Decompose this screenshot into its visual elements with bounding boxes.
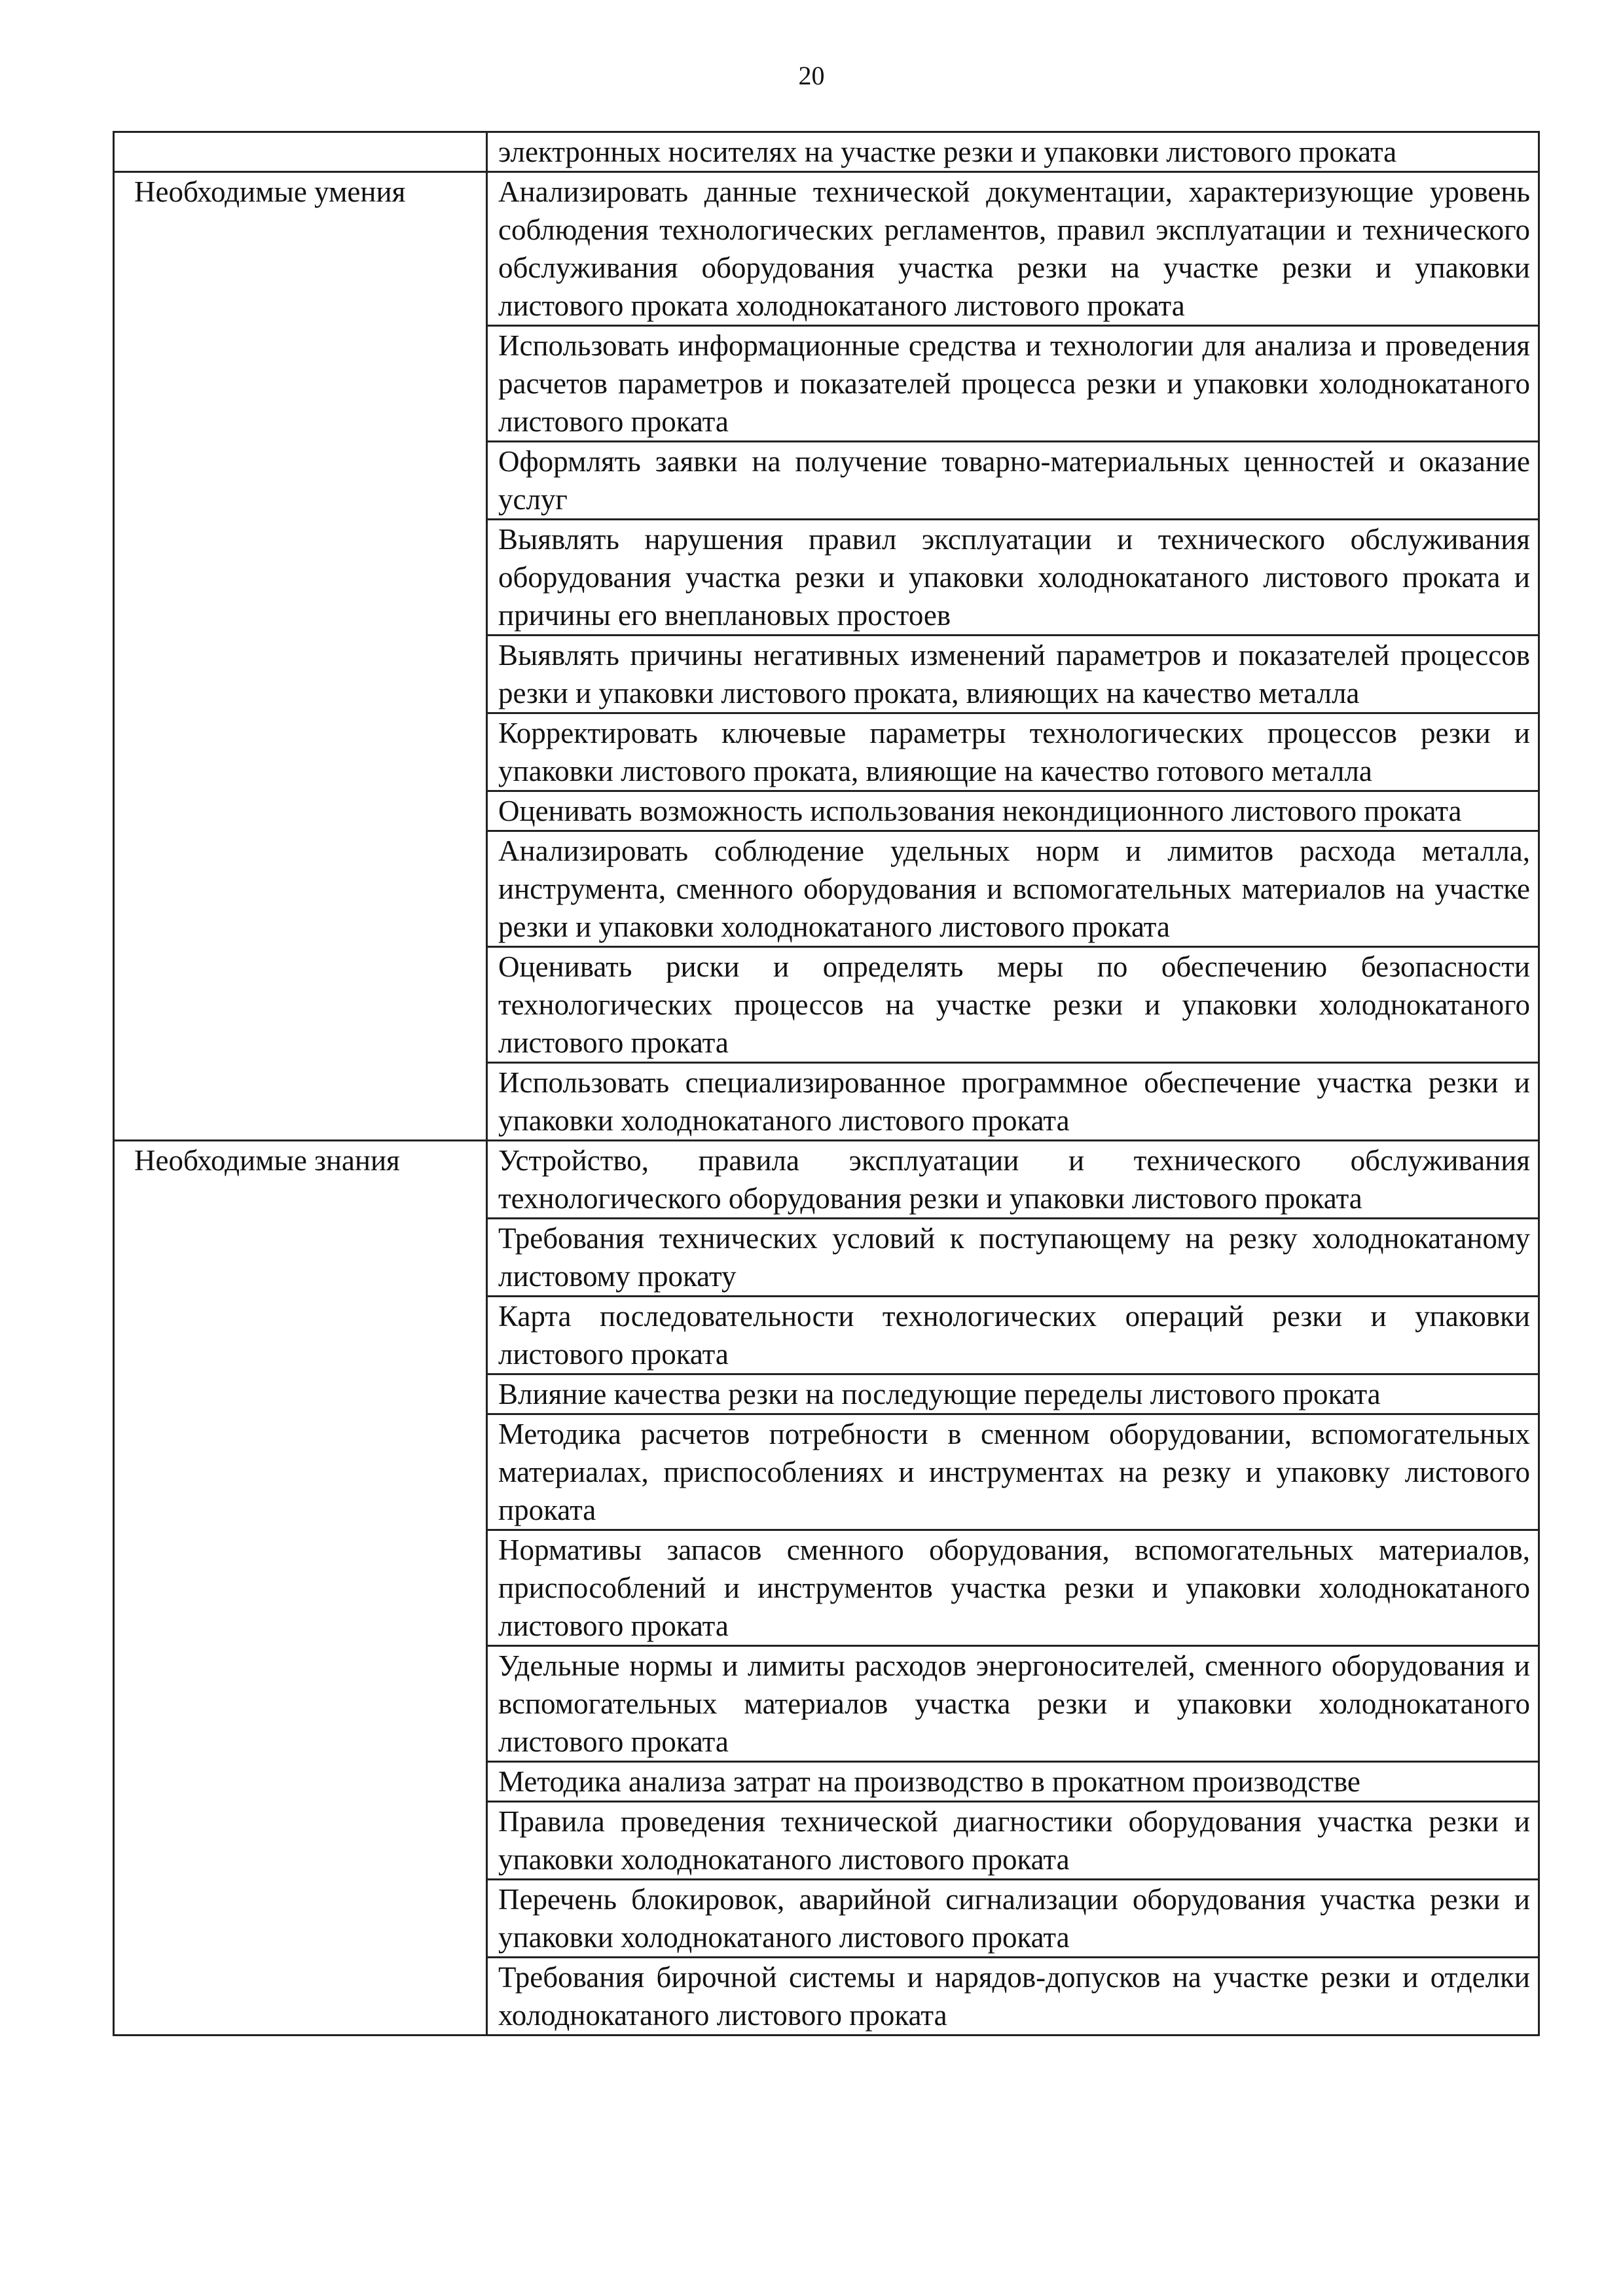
skill-item: Использовать информационные средства и технологии для анализа и проведения расчетов параметров и показателей процесса резки и упаковки холоднокатаного листового проката xyxy=(487,326,1539,442)
skill-item: Выявлять нарушения правил эксплуатации и технического обслуживания оборудования участка резки и упаковки холоднокатаного листового проката и причины его внеплановых простоев xyxy=(487,520,1539,636)
table-cell: электронных носителях на участке резки и упаковки листового проката xyxy=(487,132,1539,172)
skill-item: Анализировать данные технической документации, характеризующие уровень соблюдения технологических регламентов, правил эксплуатации и технического обслуживания оборудования участка резки на участке резки и упаковки листового проката холоднокатаного листового проката xyxy=(487,172,1539,326)
knowledge-item: Карта последовательности технологических операций резки и упаковки листового проката xyxy=(487,1297,1539,1374)
knowledge-item: Методика анализа затрат на производство в прокатном производстве xyxy=(487,1762,1539,1802)
knowledge-item: Нормативы запасов сменного оборудования, вспомогательных материалов, приспособлений и инструментов участка резки и упаковки холоднокатаного листового проката xyxy=(487,1530,1539,1646)
empty-label-cell xyxy=(114,132,487,172)
skill-item: Выявлять причины негативных изменений параметров и показателей процессов резки и упаковки листового проката, влияющих на качество металла xyxy=(487,636,1539,713)
skill-item: Оформлять заявки на получение товарно-материальных ценностей и оказание услуг xyxy=(487,442,1539,520)
knowledge-item: Перечень блокировок, аварийной сигнализации оборудования участка резки и упаковки холоднокатаного листового проката xyxy=(487,1880,1539,1958)
page-number: 20 xyxy=(798,61,825,90)
knowledge-item: Методика расчетов потребности в сменном оборудовании, вспомогательных материалах, приспособлениях и инструментах на резку и упаковку листового проката xyxy=(487,1414,1539,1530)
knowledge-item: Требования технических условий к поступающему на резку холоднокатаному листовому прокату xyxy=(487,1219,1539,1297)
skill-item: Оценивать возможность использования некондиционного листового проката xyxy=(487,791,1539,831)
knowledge-item: Устройство, правила эксплуатации и технического обслуживания технологического оборудования резки и упаковки листового проката xyxy=(487,1141,1539,1219)
table-row xyxy=(114,1141,1539,1219)
table-row xyxy=(114,132,1539,172)
knowledge-item: Требования бирочной системы и нарядов-допусков на участке резки и отделки холоднокатаного листового проката xyxy=(487,1958,1539,2036)
skills-label: Необходимые умения xyxy=(114,172,487,1141)
skill-item: Анализировать соблюдение удельных норм и лимитов расхода металла, инструмента, сменного оборудования и вспомогательных материалов на участке резки и упаковки холоднокатаного листового проката xyxy=(487,831,1539,947)
knowledge-item: Влияние качества резки на последующие переделы листового проката xyxy=(487,1374,1539,1414)
requirements-table xyxy=(113,131,1540,2036)
knowledge-item: Удельные нормы и лимиты расходов энергоносителей, сменного оборудования и вспомогательных материалов участка резки и упаковки холоднокатаного листового проката xyxy=(487,1646,1539,1762)
knowledge-item: Правила проведения технической диагностики оборудования участка резки и упаковки холоднокатаного листового проката xyxy=(487,1802,1539,1880)
knowledge-label: Необходимые знания xyxy=(114,1141,487,2036)
skill-item: Корректировать ключевые параметры технологических процессов резки и упаковки листового проката, влияющие на качество готового металла xyxy=(487,713,1539,791)
skill-item: Оценивать риски и определять меры по обеспечению безопасности технологических процессов на участке резки и упаковки холоднокатаного листового проката xyxy=(487,947,1539,1063)
skill-item: Использовать специализированное программное обеспечение участка резки и упаковки холоднокатаного листового проката xyxy=(487,1063,1539,1141)
table-row xyxy=(114,172,1539,326)
